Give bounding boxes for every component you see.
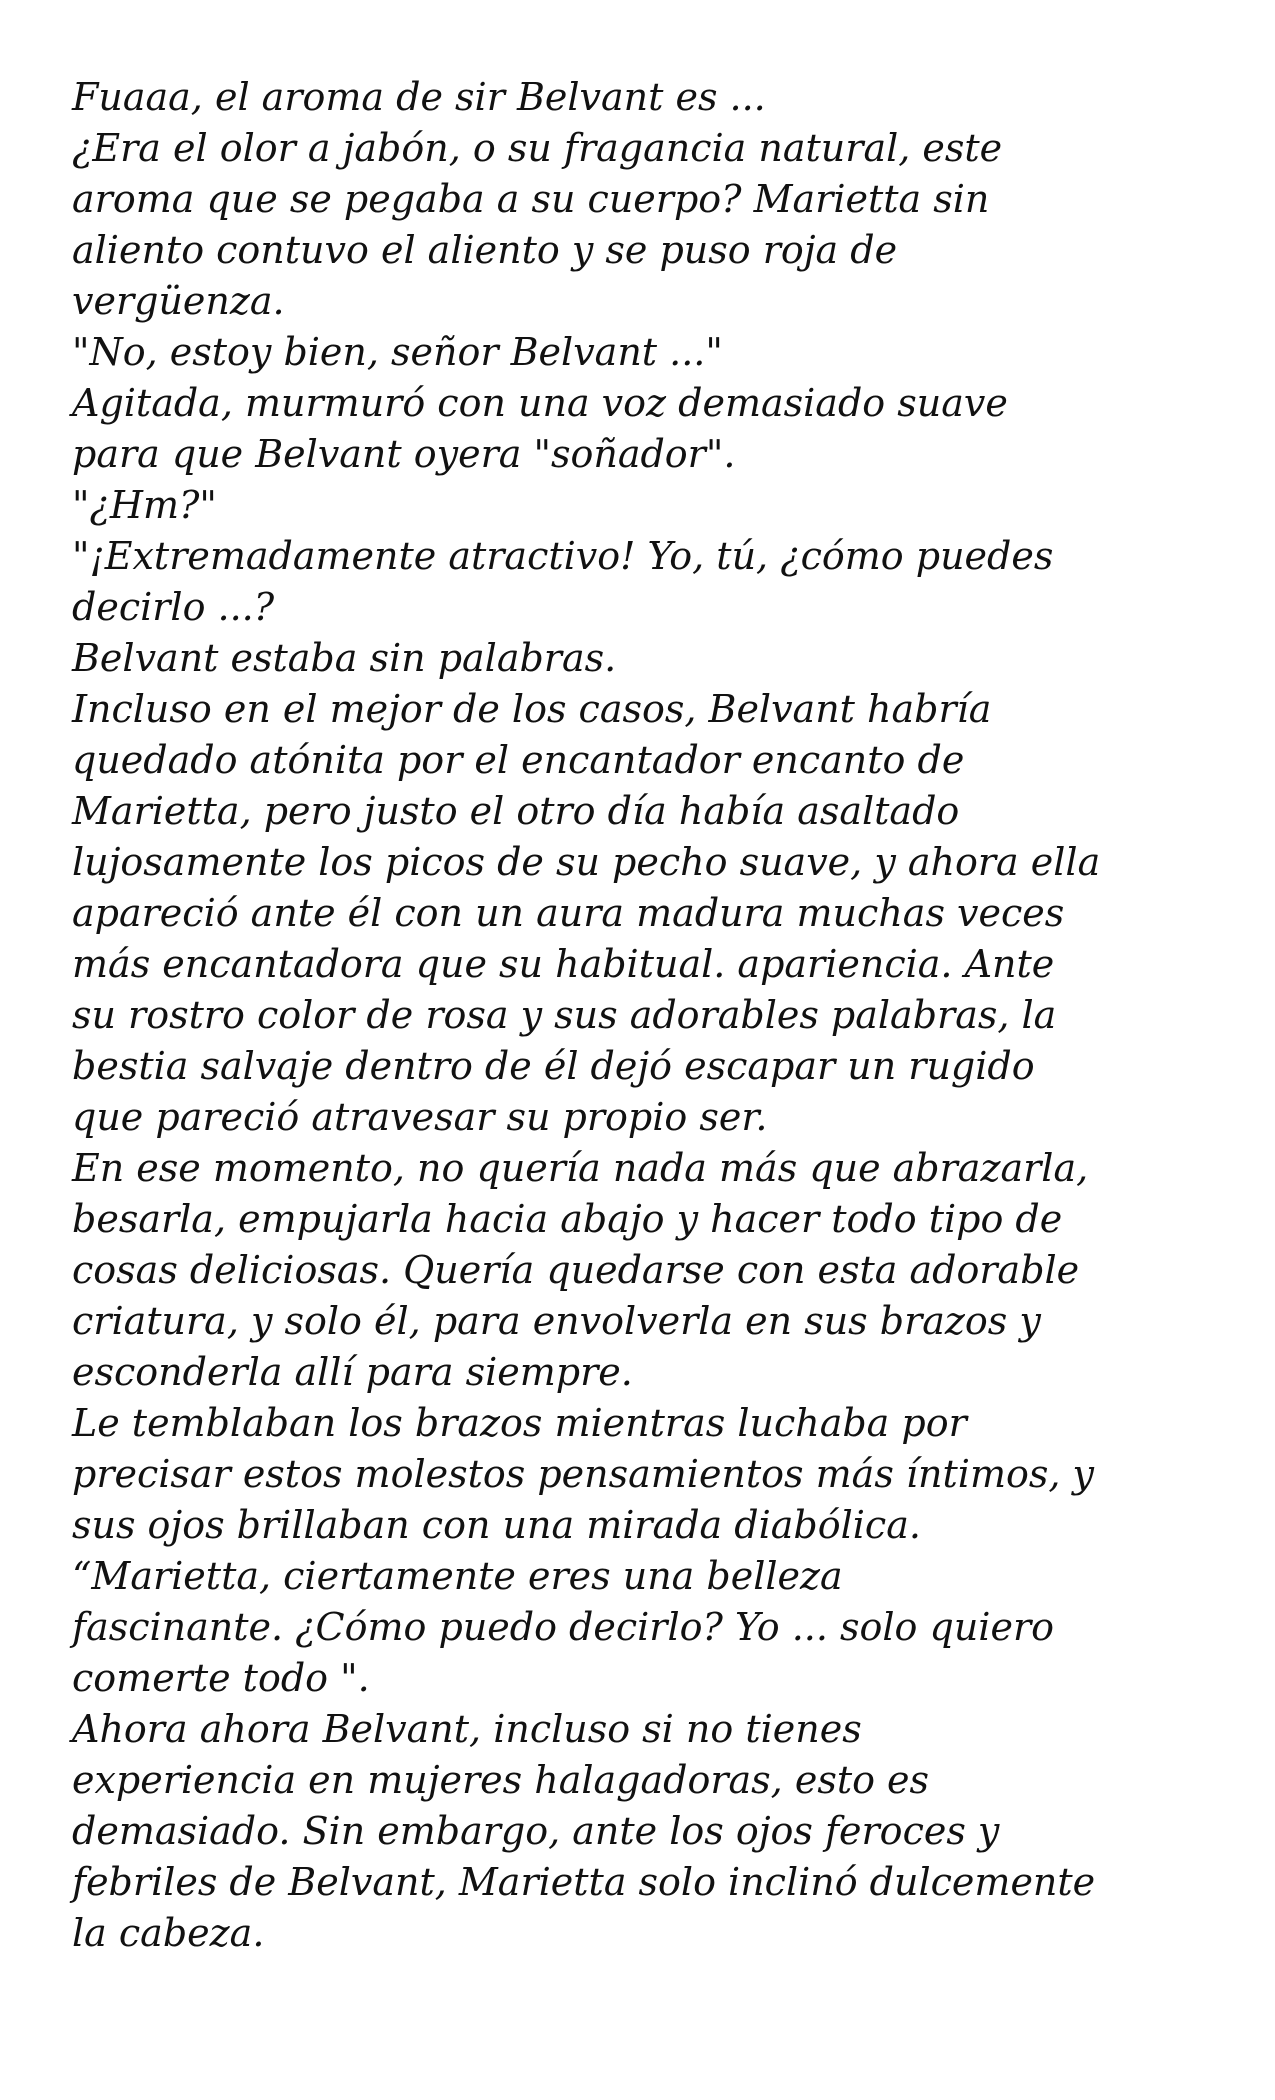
- text-line: decirlo ...?: [72, 585, 275, 629]
- text-line: lujosamente los picos de su pecho suave, y ahora ella: [72, 840, 1101, 884]
- text-line: aroma que se pegaba a su cuerpo? Marietta sin: [72, 177, 990, 221]
- text-line: quedado atónita por el encantador encanto de: [72, 738, 965, 782]
- text-line: Fuaaa, el aroma de sir Belvant es ...: [72, 75, 766, 119]
- text-line: cosas deliciosas. Quería quedarse con esta adorable: [72, 1248, 1080, 1292]
- text-line: comerte todo ".: [72, 1656, 370, 1700]
- text-line: Incluso en el mejor de los casos, Belvant habría: [72, 687, 992, 731]
- text-line: Le temblaban los brazos mientras luchaba por: [72, 1401, 967, 1445]
- text-line: febriles de Belvant, Marietta solo inclinó dulcemente: [72, 1860, 1096, 1904]
- text-line: su rostro color de rosa y sus adorables palabras, la: [72, 993, 1057, 1037]
- text-line: En ese momento, no quería nada más que abrazarla,: [72, 1146, 1089, 1190]
- text-line: besarla, empujarla hacia abajo y hacer todo tipo de: [72, 1197, 1063, 1241]
- text-line: precisar estos molestos pensamientos más íntimos, y: [72, 1452, 1094, 1496]
- text-line: Ahora ahora Belvant, incluso si no tienes: [72, 1707, 862, 1751]
- text-line: apareció ante él con un aura madura muchas veces: [72, 891, 1065, 935]
- text-line: vergüenza.: [72, 279, 285, 323]
- text-line: Marietta, pero justo el otro día había asaltado: [72, 789, 960, 833]
- text-line: Belvant estaba sin palabras.: [72, 636, 617, 680]
- text-line: para que Belvant oyera "soñador".: [72, 432, 736, 476]
- text-line: "No, estoy bien, señor Belvant ...": [72, 330, 723, 374]
- text-line: sus ojos brillaban con una mirada diabólica.: [72, 1503, 921, 1547]
- document-page: [72, 72, 1212, 1959]
- text-line: “Marietta, ciertamente eres una belleza: [72, 1554, 843, 1598]
- text-line: "¿Hm?": [72, 483, 217, 527]
- text-line: experiencia en mujeres halagadoras, esto es: [72, 1758, 930, 1802]
- text-line: esconderla allí para siempre.: [72, 1350, 633, 1394]
- text-line: bestia salvaje dentro de él dejó escapar un rugido: [72, 1044, 1035, 1088]
- text-line: aliento contuvo el aliento y se puso roja de: [72, 228, 898, 272]
- text-line: que pareció atravesar su propio ser.: [72, 1095, 768, 1139]
- text-line: ¿Era el olor a jabón, o su fragancia natural, este: [72, 126, 1003, 170]
- text-line: Agitada, murmuró con una voz demasiado suave: [72, 381, 1008, 425]
- text-line: "¡Extremadamente atractivo! Yo, tú, ¿cómo puedes: [72, 534, 1054, 578]
- text-line: más encantadora que su habitual. apariencia. Ante: [72, 942, 1055, 986]
- text-line: la cabeza.: [72, 1911, 265, 1955]
- text-line: demasiado. Sin embargo, ante los ojos feroces y: [72, 1809, 1000, 1853]
- text-line: criatura, y solo él, para envolverla en sus brazos y: [72, 1299, 1041, 1343]
- text-line: fascinante. ¿Cómo puedo decirlo? Yo ... solo quiero: [72, 1605, 1054, 1649]
